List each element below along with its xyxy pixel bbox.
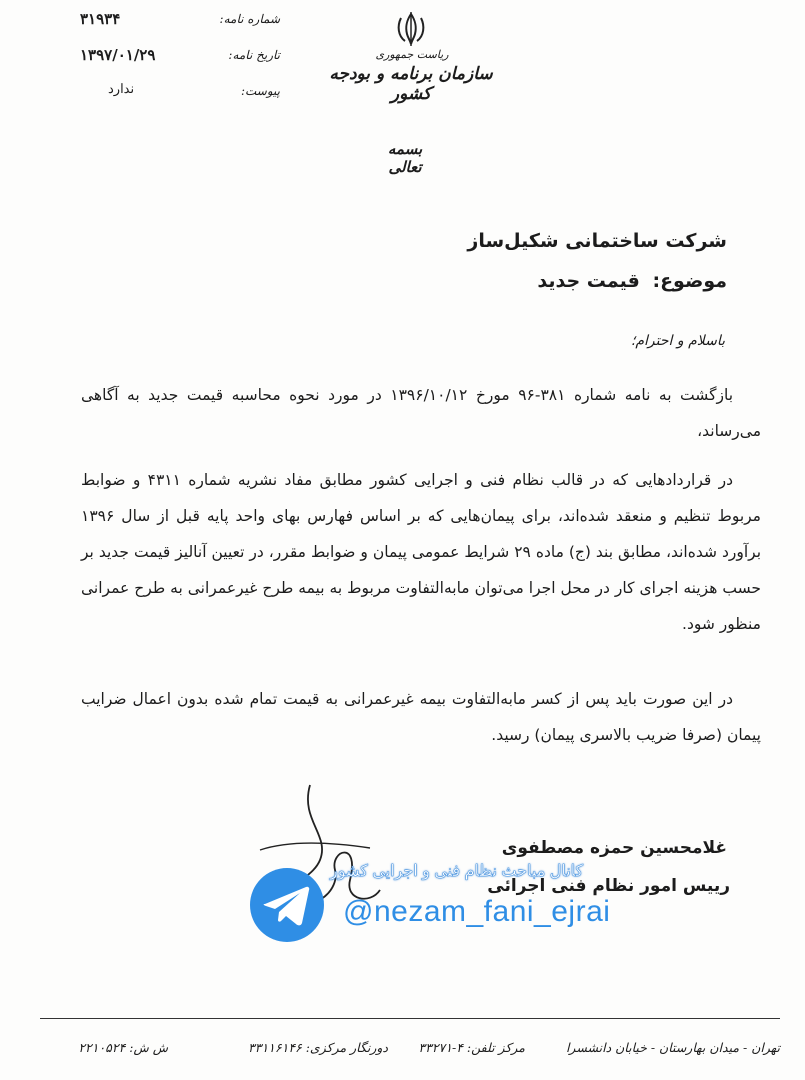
- paragraph-text: بازگشت به نامه شماره ۳۸۱-۹۶ مورخ ۱۳۹۶/۱۰/۱۲ در مورد نحوه محاسبه قیمت جدید به آگاهی می‌رساند،: [81, 386, 761, 440]
- salutation: باسلام و احترام؛: [630, 333, 725, 349]
- body-paragraph-1: [81, 377, 761, 449]
- footer-divider: [40, 1018, 780, 1019]
- watermark-handle: @nezam_fani_ejrai: [343, 895, 611, 928]
- watermark-channel-name: کانال مباحث نظام فنی و اجرایی کشور: [330, 863, 584, 880]
- letter-date-row: [70, 46, 280, 72]
- footer-fax: دورنگار مرکزی: ۳۳۱۱۶۱۴۶: [248, 1040, 388, 1055]
- subject-line: [537, 270, 727, 292]
- org-name: سازمان برنامه و بودجه کشور: [329, 64, 493, 104]
- iran-emblem-icon: [393, 10, 429, 48]
- signer-name: غلامحسین حمزه مصطفوی: [501, 838, 727, 858]
- footer: [40, 1040, 780, 1070]
- body-paragraph-2: [81, 462, 761, 642]
- letter-date: ۱۳۹۷/۰۱/۲۹: [80, 46, 156, 64]
- attachment-label: پیوست:: [240, 84, 280, 98]
- body-paragraph-3: [81, 681, 761, 753]
- attachment-row: [70, 82, 280, 108]
- letter-number: ۳۱۹۳۴: [80, 10, 121, 28]
- recipient: شرکت ساختمانی شکیل‌ساز: [467, 230, 727, 252]
- footer-address: تهران - میدان بهارستان - خیابان دانشسرا: [565, 1040, 780, 1055]
- org-parent-label: ریاست جمهوری: [375, 48, 449, 61]
- attachment-value: ندارد: [108, 82, 135, 97]
- invocation: بسمه تعالی: [387, 140, 423, 176]
- subject-text: قیمت جدید: [537, 270, 640, 292]
- paragraph-text: در قراردادهایی که در قالب نظام فنی و اجرایی کشور مطابق مفاد نشریه شماره ۴۳۱۱ و ضوابط مربوط تنظیم و منعقد شده‌اند، برای پیمان‌هایی که بر اساس فهارس بهای واحد پایه قبل از سال ۱۳۹۶ برآورد شده‌اند، مطابق بند (ج) ماده ۲۹ شرایط عمومی پیمان و ضوابط مقرر، در تعیین آنالیز قیمت جدید بر حسب هزینه اجرای کار در محل اجرا می‌توان مابه‌التفاوت مربوط به بیمه طرح غیرعمرانی به طرح عمرانی منظور شود.: [81, 471, 762, 633]
- subject-label: موضوع:: [652, 270, 727, 292]
- footer-phone: مرکز تلفن: ۴-۳۳۲۷۱: [418, 1040, 525, 1055]
- signer-title: رییس امور نظام فنی اجرائی: [487, 876, 730, 896]
- letter-date-label: تاریخ نامه:: [228, 48, 280, 62]
- letter-number-row: [70, 10, 280, 36]
- footer-id: ش ش: ۲۲۱۰۵۲۴: [78, 1040, 168, 1055]
- paragraph-text: در این صورت باید پس از کسر مابه‌التفاوت بیمه غیرعمرانی به قیمت تمام شده بدون اعمال ضرایب پیمان (صرفا ضریب بالاسری پیمان) رسید.: [81, 690, 761, 744]
- telegram-icon: [248, 866, 326, 944]
- letter-number-label: شماره نامه:: [219, 12, 280, 26]
